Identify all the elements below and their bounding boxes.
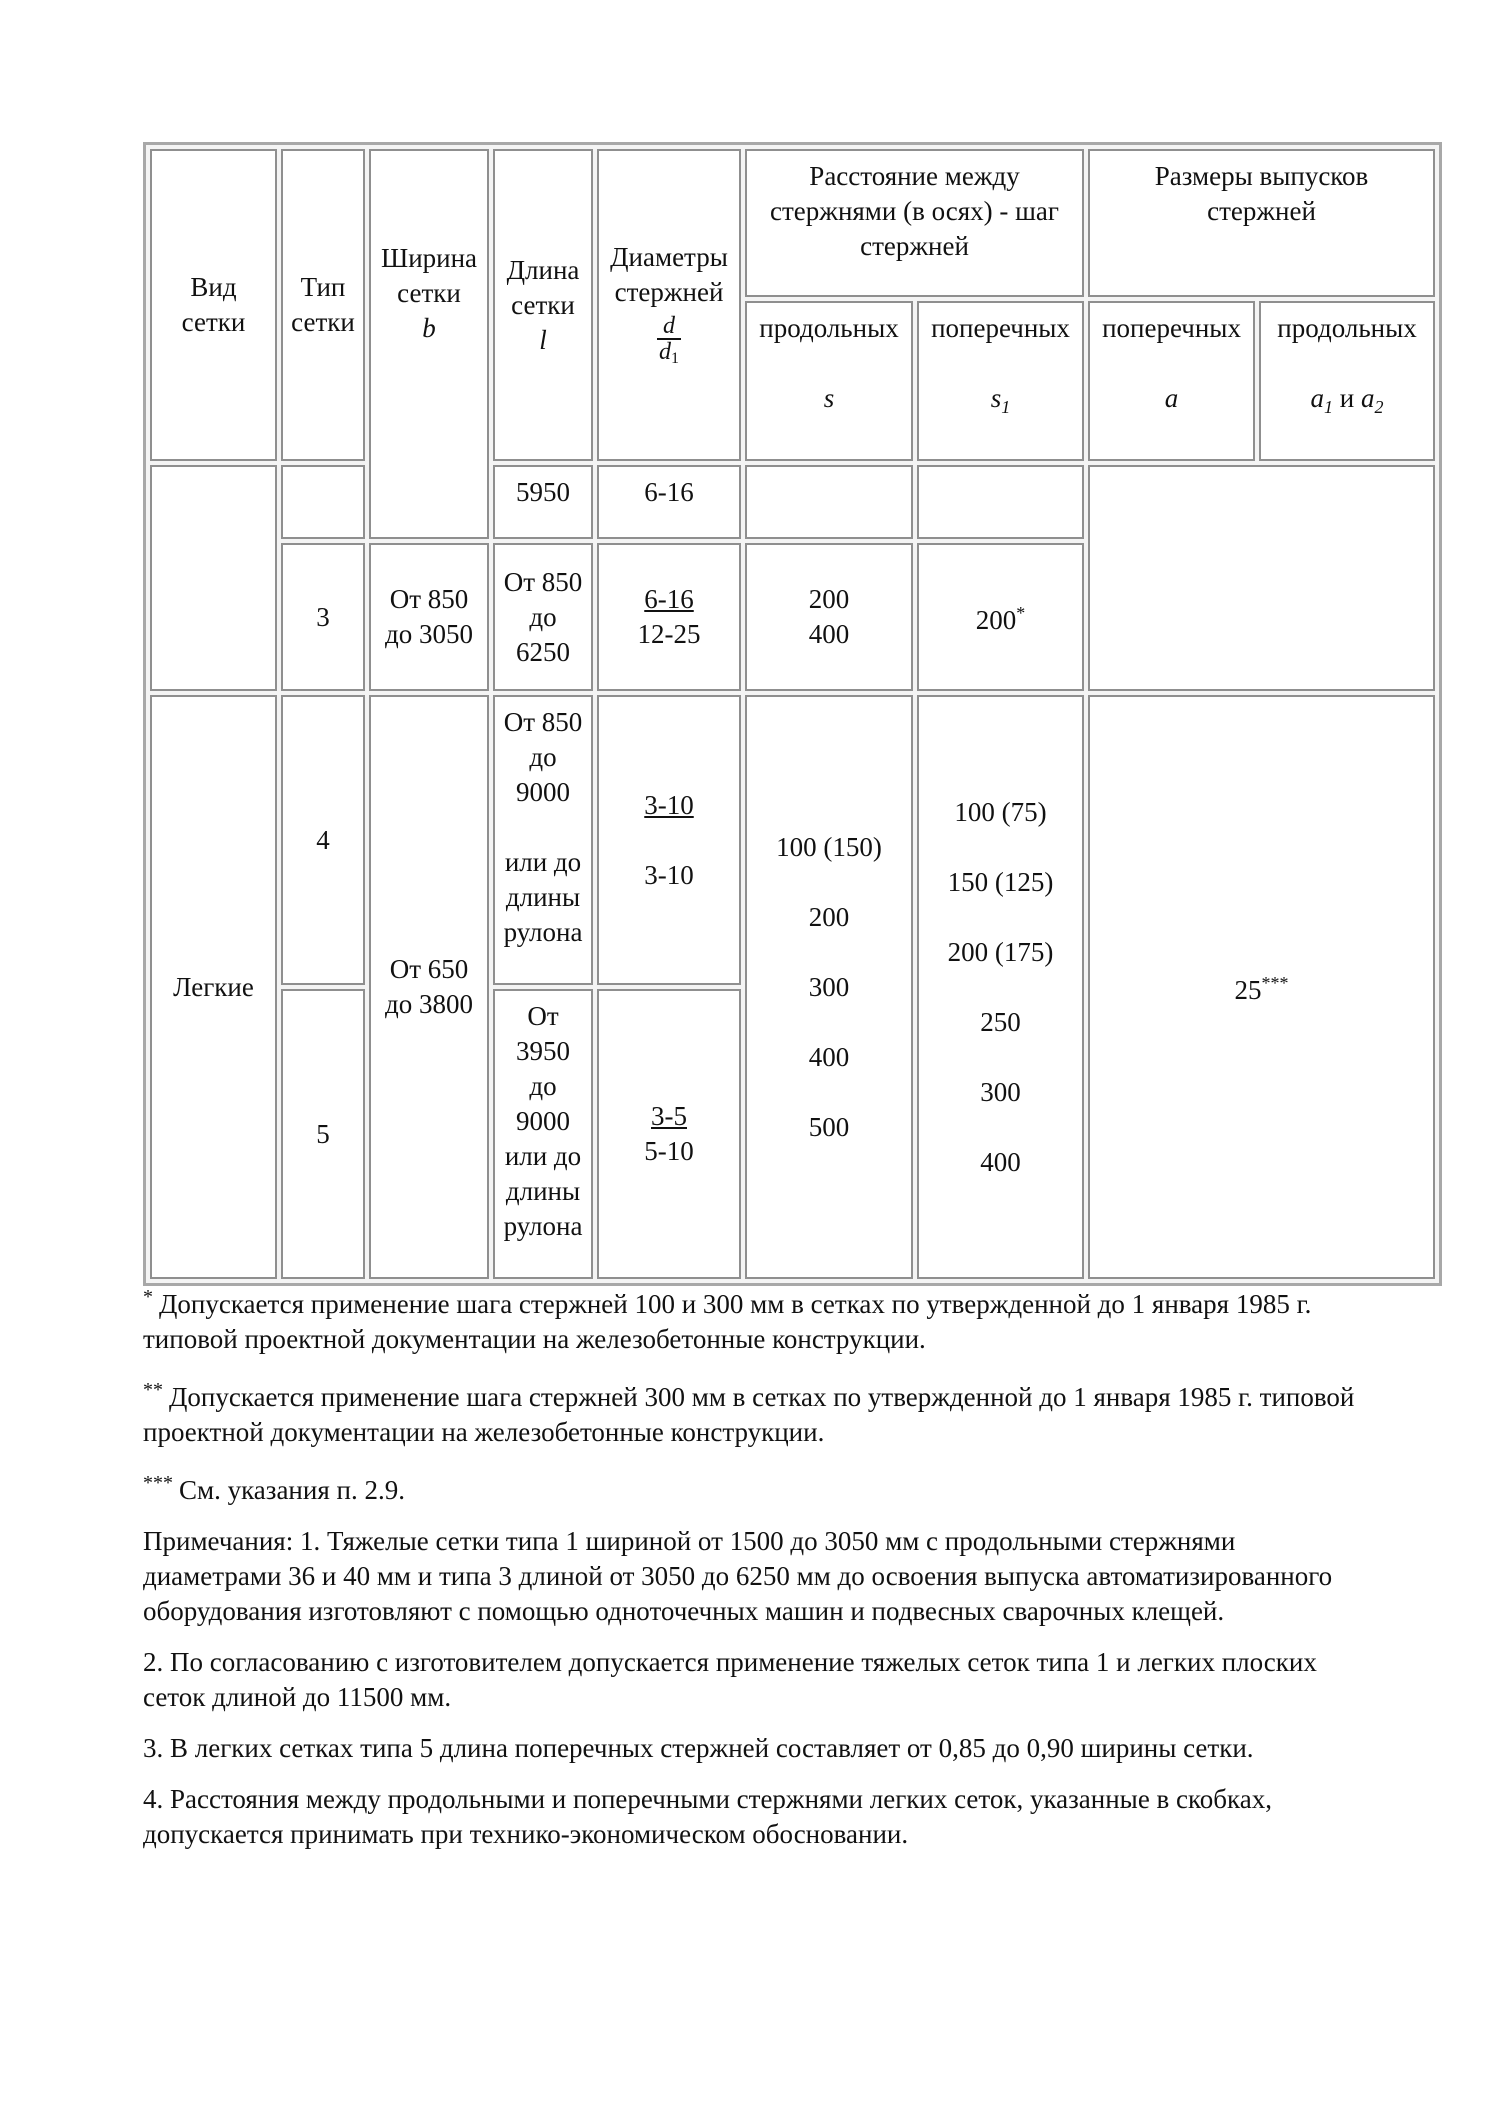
cell-vid-heavy	[150, 465, 277, 691]
cell-diam-type5: 3-5 5-10	[597, 989, 741, 1279]
header-shirina-setki: Ширина сетки b	[369, 149, 489, 539]
cell-diam-type4: 3-10 3-10	[597, 695, 741, 985]
header-vypusk-prodolnyh-a1-a2: продольных $a_1$ и $a_2$	[1259, 301, 1435, 461]
cell-dlina-5950: 5950	[493, 465, 593, 539]
cell-shirina-type3: От 850 до 3050	[369, 543, 489, 691]
mesh-parameters-table	[143, 142, 1442, 1286]
cell-s-type3: 200 400	[745, 543, 913, 691]
cell-tip-empty	[281, 465, 365, 539]
footnote-2: ** Допускается применение шага стержней 300 мм в сетках по утвержденной до 1 января 1985 г. типовой проектной документации на железобетонные конструкции.	[143, 1379, 1355, 1447]
header-vypusk-poperechnyh-a: поперечных a	[1088, 301, 1255, 461]
note-4: 4. Расстояния между продольными и поперечными стержнями легких сеток, указанные в скобках, допускается принимать при технико-экономическом обосновании.	[143, 1784, 1272, 1849]
cell-s1-light: 100 (75) 150 (125) 200 (175) 250 300 400	[917, 695, 1084, 1279]
cell-vypuski-light: 25***	[1088, 695, 1435, 1279]
footnote-3: *** См. указания п. 2.9.	[143, 1472, 405, 1505]
note-2: 2. По согласованию с изготовителем допускается применение тяжелых сеток типа 1 и легких плоских сеток длиной до 11500 мм.	[143, 1647, 1317, 1712]
header-razmery-vypuskov: Размеры выпусков стержней	[1088, 149, 1435, 297]
cell-shirina-light: От 650 до 3800	[369, 695, 489, 1279]
cell-s1-empty	[917, 465, 1084, 539]
cell-tip-4: 4	[281, 695, 365, 985]
note-1: Примечания: 1. Тяжелые сетки типа 1 шириной от 1500 до 3050 мм с продольными стержнями диаметрами 36 и 40 мм и типа 3 длиной от 3050 до 6250 мм до освоения выпуска автоматизированного оборудования изготовляют с помощью одноточечных машин и подвесных сварочных клещей.	[143, 1526, 1333, 1626]
cell-s-empty	[745, 465, 913, 539]
header-prodolnyh-s: продольных s	[745, 301, 913, 461]
cell-vypuski-heavy	[1088, 465, 1435, 691]
footnotes	[143, 1280, 1373, 1868]
header-tip-setki: Тип сетки	[281, 149, 365, 461]
cell-tip-5: 5	[281, 989, 365, 1279]
header-dlina-setki: Длина сетки l	[493, 149, 593, 461]
header-vid-setki: Вид сетки	[150, 149, 277, 461]
cell-diam-type3: 6-16 12-25	[597, 543, 741, 691]
cell-tip-3: 3	[281, 543, 365, 691]
cell-dlina-type5: От 3950 до 9000 или до длины рулона	[493, 989, 593, 1279]
cell-dlina-type3: От 850 до 6250	[493, 543, 593, 691]
cell-dlina-type4: От 850 до 9000 или до длины рулона	[493, 695, 593, 985]
header-rasstoyanie: Расстояние между стержнями (в осях) - шаг стержней	[745, 149, 1084, 297]
cell-diam-6-16: 6-16	[597, 465, 741, 539]
cell-vid-legkie: Легкие	[150, 695, 277, 1279]
footnote-1: * Допускается применение шага стержней 100 и 300 мм в сетках по утвержденной до 1 января 1985 г. типовой проектной документации на железобетонные конструкции.	[143, 1286, 1312, 1354]
header-diametry-sterzhney: Диаметры стержней $\frac{d}{d1}$	[597, 149, 741, 461]
cell-s1-type3: 200*	[917, 543, 1084, 691]
header-poperechnyh-s1: поперечных $s_1$	[917, 301, 1084, 461]
note-3: 3. В легких сетках типа 5 длина поперечных стержней составляет от 0,85 до 0,90 ширины сетки.	[143, 1733, 1254, 1763]
diameter-fraction: $\frac{d}{d1}$	[659, 312, 679, 367]
cell-s-light: 100 (150) 200 300 400 500	[745, 695, 913, 1279]
